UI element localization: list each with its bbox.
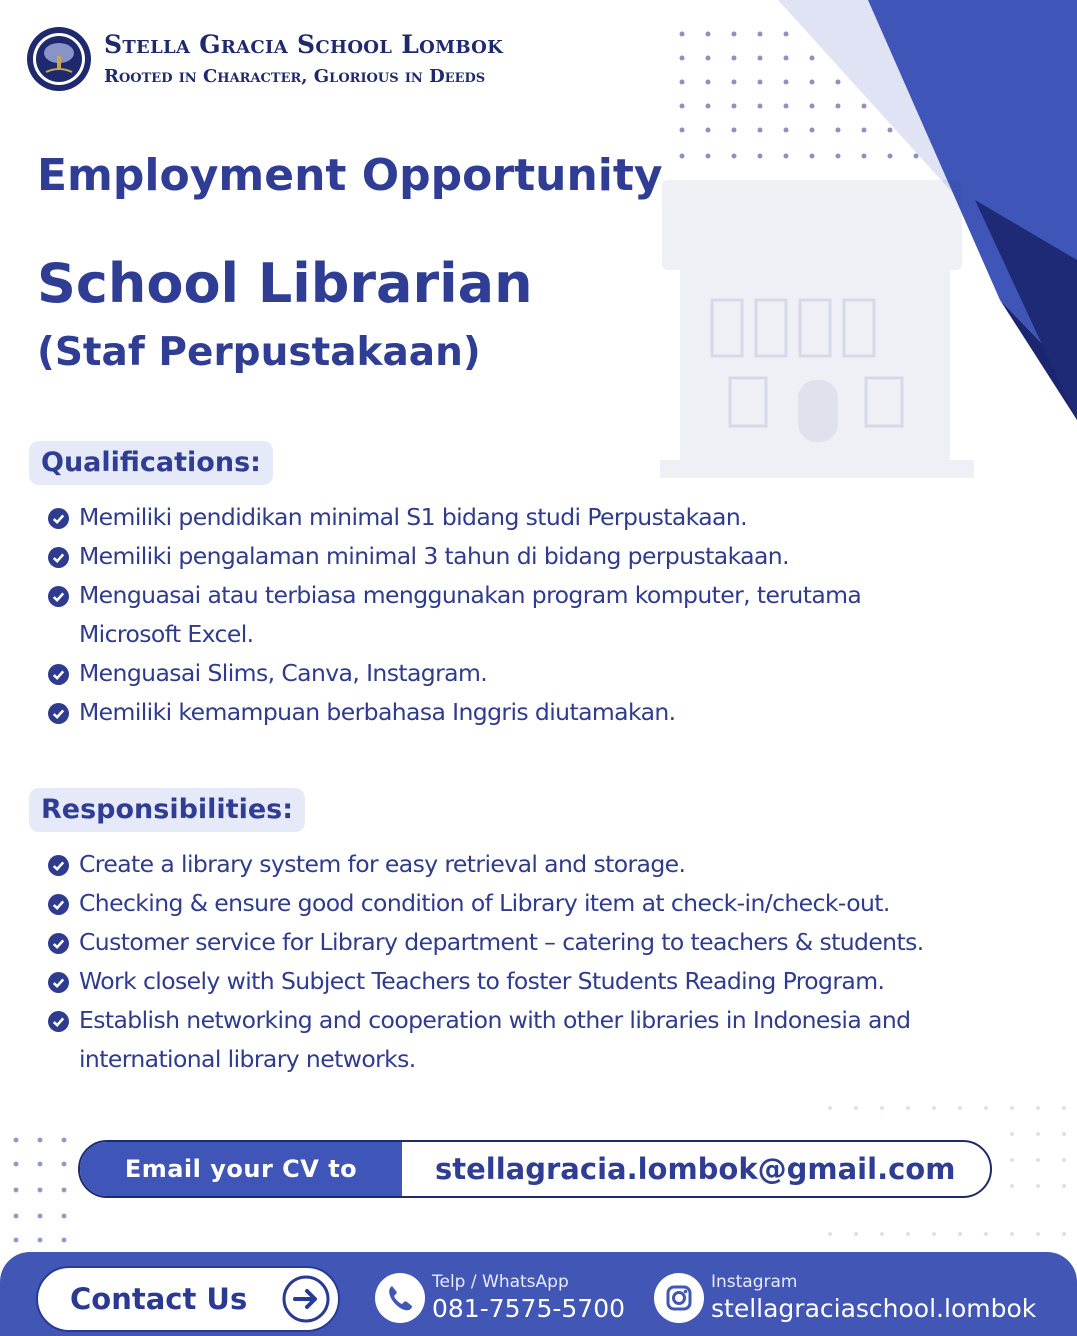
list-item-text: Memiliki pengalaman minimal 3 tahun di bidang perpustakaan. [79, 542, 789, 570]
phone-icon [375, 1273, 425, 1323]
page-headline: Employment Opportunity [37, 150, 663, 201]
qualifications-heading: Qualifications: [29, 441, 273, 485]
instagram-caption: Instagram [711, 1272, 798, 1292]
instagram-handle-link[interactable]: stellagraciaschool.lombok [711, 1294, 1037, 1323]
contact-us-label: Contact Us [70, 1282, 248, 1316]
check-circle-icon [48, 703, 69, 724]
list-item-text: Establish networking and cooperation with other libraries in Indonesia and international library networks. [79, 1006, 911, 1073]
check-circle-icon [48, 855, 69, 876]
list-item-text: Work closely with Subject Teachers to foster Students Reading Program. [79, 967, 885, 995]
responsibilities-list [48, 845, 988, 1079]
list-item [48, 537, 988, 576]
list-item-text: Memiliki pendidikan minimal S1 bidang studi Perpustakaan. [79, 503, 748, 531]
list-item [48, 845, 988, 884]
check-circle-icon [48, 547, 69, 568]
list-item-text: Checking & ensure good condition of Library item at check-in/check-out. [79, 889, 890, 917]
list-item [48, 884, 988, 923]
list-item-text: Menguasai Slims, Canva, Instagram. [79, 659, 488, 687]
email-cta-label: Email your CV to [80, 1142, 402, 1196]
check-circle-icon [48, 894, 69, 915]
check-circle-icon [48, 933, 69, 954]
list-item [48, 693, 988, 732]
list-item [48, 1001, 989, 1079]
phone-number-link[interactable]: 081-7575-5700 [432, 1294, 626, 1323]
check-circle-icon [48, 1011, 69, 1032]
tree-emblem-icon [26, 26, 92, 92]
list-item [48, 498, 988, 537]
job-subtitle: (Staf Perpustakaan) [37, 330, 481, 375]
responsibilities-heading: Responsibilities: [29, 788, 305, 832]
check-circle-icon [48, 664, 69, 685]
phone-caption: Telp / WhatsApp [432, 1272, 569, 1292]
email-address-link[interactable]: stellagracia.lombok@gmail.com [435, 1152, 956, 1186]
list-item [48, 576, 879, 654]
list-item-text: Memiliki kemampuan berbahasa Inggris diutamakan. [79, 698, 676, 726]
list-item-text: Create a library system for easy retrieval and storage. [79, 850, 686, 878]
school-name: Stella Gracia School Lombok [104, 30, 504, 59]
check-circle-icon [48, 586, 69, 607]
contact-us-button[interactable] [36, 1266, 340, 1332]
check-circle-icon [48, 972, 69, 993]
list-item [48, 654, 988, 693]
qualifications-list [48, 498, 988, 732]
arrow-right-icon [282, 1275, 330, 1323]
school-motto: Rooted in Character, Glorious in Deeds [104, 66, 486, 87]
instagram-icon [654, 1273, 704, 1323]
email-cta[interactable] [78, 1140, 992, 1198]
list-item [48, 923, 988, 962]
check-circle-icon [48, 508, 69, 529]
job-title: School Librarian [37, 252, 533, 315]
list-item [48, 962, 988, 1001]
list-item-text: Customer service for Library department – catering to teachers & students. [79, 928, 924, 956]
list-item-text: Menguasai atau terbiasa menggunakan program komputer, terutama Microsoft Excel. [79, 581, 862, 648]
